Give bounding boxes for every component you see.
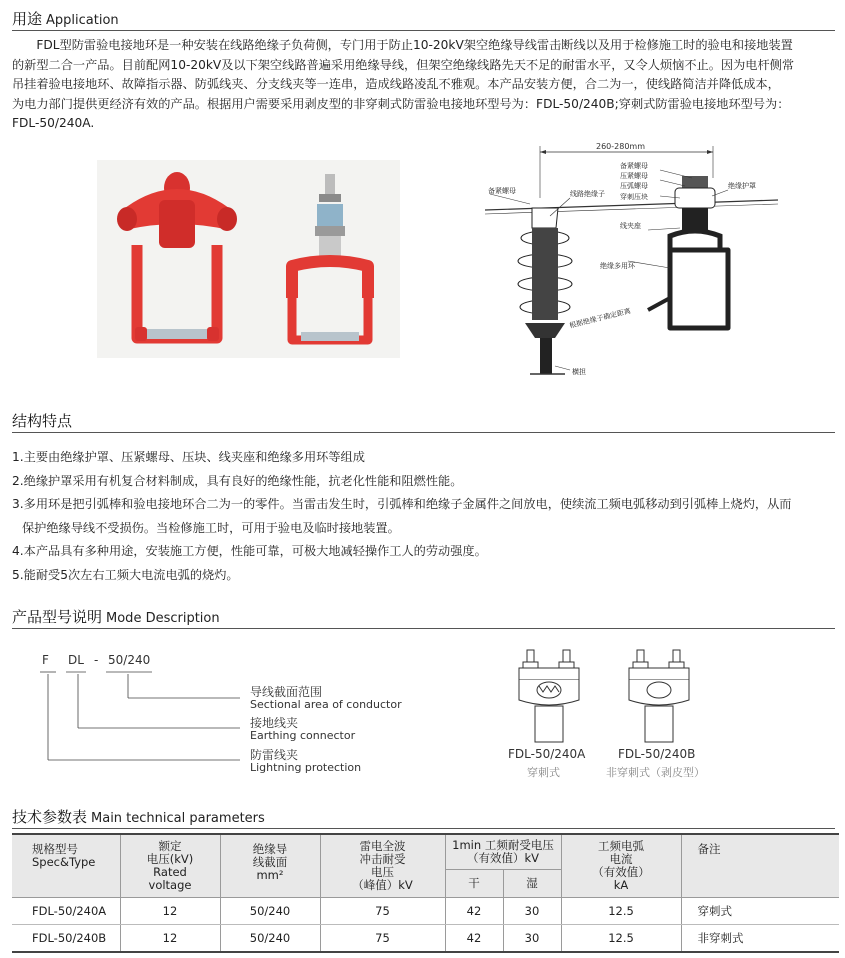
label-press-nut: 压紧螺母	[620, 172, 648, 180]
label-clamp-seat: 线夹座	[620, 222, 641, 230]
clamp-b-drawing	[629, 650, 689, 742]
cell-wet: 30	[503, 925, 561, 953]
clamp-b-desc: 非穿刺式（剥皮型）	[606, 766, 705, 779]
code-dl: DL	[68, 653, 84, 667]
legend-lightning-en: Lightning protection	[250, 761, 362, 774]
cell-wet: 30	[503, 898, 561, 925]
label-tighten-nut-top: 备紧螺母	[620, 162, 648, 170]
clamp-a-model: FDL-50/240A	[508, 747, 586, 761]
installation-diagram	[470, 138, 790, 388]
structure-item: 3.多用环是把引弧棒和验电接地环合二为一的零件。当雷击发生时，引弧棒和绝缘子金属件之间放电，使续流工频电弧移动到引弧棒上烧灼，从而	[12, 497, 792, 511]
structure-item: 2.绝缘护罩采用有机复合材料制成，具有良好的绝缘性能，抗老化性能和阻燃性能。	[12, 473, 463, 488]
header-arc-l3: （有效值）	[592, 865, 650, 879]
cell-voltage: 12	[120, 925, 220, 953]
label-multi-ring: 绝缘多用环	[600, 262, 635, 270]
structure-list	[12, 446, 842, 587]
header-arc-l4: kA	[613, 878, 629, 892]
application-line: 吊挂着验电接地环、故障指示器、防弧线夹、分支线夹等一连串，造成线路凌乱不雅观。本产品安装方便，合二为一，使线路简洁并降低成本，	[12, 77, 780, 91]
label-cross-arm: 横担	[572, 368, 586, 376]
header-section	[220, 834, 320, 898]
cell-arc: 12.5	[561, 898, 681, 925]
legend-lightning-cn: 防雷线夹	[250, 748, 299, 762]
label-distance-note: 根据绝缘子确定距离	[568, 306, 632, 330]
application-line: FDL型防雷验电接地环是一种安装在线路绝缘子负荷侧，专门用于防止10-20kV架空绝缘导线雷击断线以及用于检修施工时的验电和接地装置	[12, 38, 793, 52]
clamp-a-desc: 穿刺式	[527, 766, 560, 779]
structure-header	[12, 410, 835, 433]
header-withstand	[445, 834, 561, 870]
mode-title-cn: 产品型号说明	[12, 608, 103, 626]
dimension-label: 260-280mm	[596, 142, 646, 151]
table-row	[12, 925, 839, 953]
label-arc-nut: 压弧螺母	[620, 182, 648, 190]
params-title-cn: 技术参数表	[12, 808, 88, 826]
header-spec-en: Spec&Type	[32, 855, 96, 869]
label-line-insulator: 线路绝缘子	[570, 190, 605, 198]
params-title-en: Main technical parameters	[91, 811, 265, 826]
application-line: 的新型二合一产品。目前配网10-20kV及以下架空线路普遍采用绝缘导线，但架空绝缘线路先天不足的耐雷水平，又令人烦恼不止。因为电杆侧常	[12, 57, 795, 72]
header-voltage	[120, 834, 220, 898]
params-header	[12, 806, 835, 829]
legend-conductor-en: Sectional area of conductor	[250, 698, 402, 711]
product-photo	[97, 160, 400, 358]
header-impulse-l1: 雷电全波	[359, 839, 406, 853]
header-wet: 湿	[503, 870, 561, 898]
header-voltage-l4: voltage	[148, 878, 192, 892]
header-voltage-l3: Rated	[153, 865, 187, 879]
header-arc	[561, 834, 681, 898]
cell-section: 50/240	[220, 925, 320, 953]
application-text	[12, 36, 835, 134]
cell-arc: 12.5	[561, 925, 681, 953]
header-impulse	[320, 834, 445, 898]
structure-item: 1.主要由绝缘护罩、压紧螺母、压块、线夹座和绝缘多用环等组成	[12, 450, 365, 464]
header-arc-l2: 电流	[609, 852, 633, 866]
cell-dry: 42	[445, 925, 503, 953]
mode-leader-lines	[0, 640, 260, 780]
clamp-b-model: FDL-50/240B	[618, 747, 696, 761]
legend-conductor-cn: 导线截面范围	[250, 685, 323, 699]
product-photo-drawing	[97, 160, 400, 358]
cell-dry: 42	[445, 898, 503, 925]
header-voltage-l1: 额定	[158, 839, 182, 853]
header-dry: 干	[445, 870, 503, 898]
cell-impulse: 75	[320, 898, 445, 925]
header-spec-cn: 规格型号	[32, 842, 78, 856]
application-line: 为电力部门提供更经济有效的产品。根据用户需要采用剥皮型的非穿刺式防雷验电接地环型号为：FDL-50/240B;穿刺式防雷验电接地环型号为：	[12, 96, 790, 111]
table-row	[12, 898, 839, 925]
cell-section: 50/240	[220, 898, 320, 925]
clamp-a-drawing	[519, 650, 579, 742]
header-section-l2: 线截面	[252, 855, 288, 869]
code-size: 50/240	[108, 653, 151, 667]
mode-header	[12, 606, 835, 629]
header-section-l1: 绝缘导	[252, 842, 288, 856]
label-pierce-block: 穿刺压块	[620, 193, 648, 201]
application-title-en: Application	[46, 13, 119, 28]
clamp-drawings	[505, 640, 725, 745]
params-table	[12, 833, 839, 953]
legend-earthing-cn: 接地线夹	[250, 716, 299, 730]
product-a-image	[117, 172, 237, 341]
application-title-cn: 用途	[12, 10, 43, 28]
cell-spec: FDL-50/240B	[12, 925, 120, 953]
structure-item: 保护绝缘导线不受损伤。当检修施工时，可用于验电及临时接地装置。	[22, 520, 400, 535]
structure-title-cn: 结构特点	[12, 412, 73, 430]
structure-item: 5.能耐受5次左右工频大电流电弧的烧灼。	[12, 567, 239, 582]
header-note: 备注	[681, 834, 839, 898]
structure-item: 4.本产品具有多种用途，安装施工方便，性能可靠，可极大地减轻操作工人的劳动强度。	[12, 544, 487, 558]
cell-voltage: 12	[120, 898, 220, 925]
label-insulation-cover: 绝缘护罩	[728, 182, 756, 190]
cell-spec: FDL-50/240A	[12, 898, 120, 925]
application-header	[12, 8, 835, 31]
cell-impulse: 75	[320, 925, 445, 953]
header-withstand-l1: 1min 工频耐受电压	[452, 838, 554, 852]
mode-title-en: Mode Description	[106, 611, 220, 626]
application-line: FDL-50/240A.	[12, 116, 95, 130]
code-f: F	[42, 653, 49, 667]
cell-note: 非穿刺式	[681, 925, 839, 953]
cell-note: 穿刺式	[681, 898, 839, 925]
header-impulse-l3: 电压	[371, 865, 394, 879]
header-arc-l1: 工频电弧	[598, 839, 644, 853]
header-impulse-l2: 冲击耐受	[359, 852, 406, 866]
legend-earthing-en: Earthing connector	[250, 729, 356, 742]
code-dash: -	[94, 653, 99, 667]
header-section-l3: mm²	[256, 868, 284, 882]
header-voltage-l2: 电压(kV)	[146, 852, 194, 866]
label-tighten-nut-left: 备紧螺母	[488, 187, 516, 195]
header-withstand-l2: （有效值）kV	[466, 851, 540, 865]
header-impulse-l4: （峰值）kV	[352, 878, 413, 892]
header-spec	[12, 834, 120, 898]
product-b-image	[292, 174, 368, 341]
